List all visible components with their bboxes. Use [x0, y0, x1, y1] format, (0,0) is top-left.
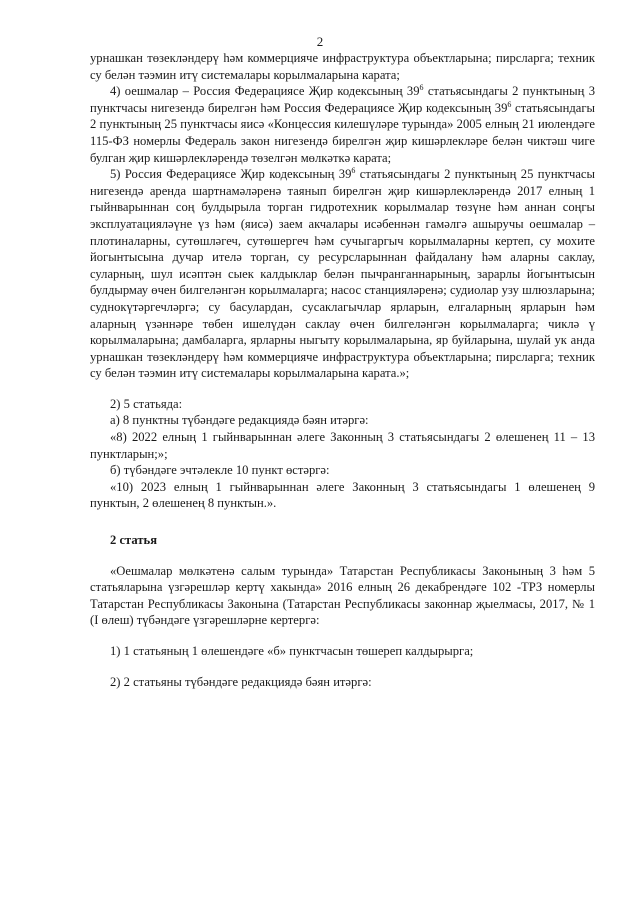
paragraph-item-4: 4) оешмалар – Россия Федерациясе Җир кодексының $39^6$ статьясындагы 2 пунктының 3 пунктчасы нигезендә бирелгән һәм Россия Федерациясе Җир кодексының $39^6$ статьясындагы 2 пунктының 25 пунктчасы яисә «Концессия килешүләре турында» 2005 елның 21 июлендәге 115-ФЗ номерлы Федераль закон нигезендә бирелгән җир кишәрлекләре белән чиктәш чиге булган җир кишәрлекләрендә төзелгән мөлкәткә карата;	[90, 83, 595, 165]
paragraph-change-1: 1) 1 статьяның 1 өлешендәге «б» пунктчасын төшереп калдырырга;	[110, 644, 474, 658]
paragraph-quote-8: «8) 2022 елның 1 гыйнварыннан әлеге Законның 3 статьясындагы 2 өлешенең 11 – 13 пунктларын;»;	[90, 430, 595, 461]
paragraph-subitem-b: б) түбәндәге эчтәлекле 10 пункт өстәргә:	[110, 463, 330, 478]
paragraph-article-2-intro: «Оешмалар мөлкәтенә салым турында» Татарстан Республикасы Законының 3 һәм 5 статьяларына үзгәрешләр кертү хакында» 2016 елның 26 декабрендәге 102 -ТРЗ номерлы Татарстан Республикасы Законына (Татарстан Республикасы законнар җыелмасы, 2017, № 1 (I өлеш) түбәндәге үзгәрешләрне кертергә:	[90, 563, 595, 628]
paragraph-item-5: 5) Россия Федерациясе Җир кодексының $39^6$ статьясындагы 2 пунктының 25 пунктчасы нигезендә аренда шартнамәләренә таянып бирелгән җир кишәрлекләрендә 2017 елның 1 гыйнварыннан соң булдырыла торган гидротехник корылмалар төзүне һәм аннан соңгы эксплуатацияләүне үз һәм (яисә) заем акчалары исәбеннән гамәлгә ашыручы оешмалар – плотиналарны, сутөшләгеч, сутөшергеч һәм сучыгаргыч корылмаларны кертеп, су мохите йогынтысына дучар ителә торган, су ресурсларыннан файдалану һәм аларны саклау, суларның, шул исәптән сыек калдыклар белән пычранганнарының, зарарлы йогынтысын булдырмау өчен билгеләнгән корылмаларга; насос станцияләренә; судиолар узу шлюзларына; суднокүтәргечләргә; су басулардан, сусаклагычлар ярларын, елгаларның ярларын һәм аларның үзәннәре төбен ишелүдән саклау өчен билгеләнгән корылмаларга; чиклә ү корылмаларына; дамбаларга, ярларны ныгыту корылмаларына, яр буйларына, шулай ук анда урнашкан төзекләндерү һәм коммерцияче инфраструктура объектларына; пирсларга; техник су белән тәэмин итү системалары корылмаларына карата.»;	[90, 165, 595, 381]
paragraph-change-2: 2) 2 статьяны түбәндәге редакциядә бәян итәргә:	[110, 674, 372, 689]
page-number: 2	[316, 34, 324, 49]
article-heading: 2 статья	[110, 533, 158, 548]
paragraph-quote-10: «10) 2023 елның 1 гыйнварыннан әлеге Законның 3 статьясындагы 1 өлешенең 9 пунктын, 2 өлешенең 8 пунктын.».	[90, 479, 595, 511]
document-body	[90, 50, 595, 690]
paragraph-article-5: 2) 5 статьяда:	[110, 396, 183, 411]
paragraph-subitem-a: а) 8 пунктны түбәндәге редакциядә бәян итәргә:	[110, 413, 369, 428]
paragraph-continuation: урнашкан төзекләндерү һәм коммерцияче инфраструктура объектларына; пирсларга; техник су белән тәэмин итү системалары корылмаларына карата;	[90, 51, 595, 82]
